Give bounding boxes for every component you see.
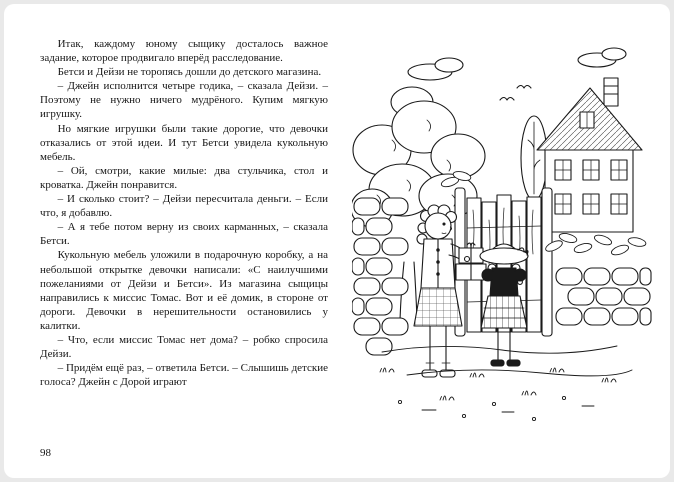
- paragraph: Итак, каждому юному сыщику досталось важное задание, которое продвигало вперёд расследование.: [40, 38, 328, 65]
- paragraph: – И сколько стоит? – Дейзи пересчитала деньги. – Если что, я добавлю.: [40, 193, 328, 220]
- book-illustration: [352, 30, 652, 450]
- book-page: [4, 4, 670, 478]
- ground: [380, 346, 632, 421]
- paragraph: Но мягкие игрушки были такие дорогие, что девочки отказались от этой идеи. И тут Бетси увидела кукольную мебель.: [40, 122, 328, 163]
- paragraph: – Придём ещё раз, – ответила Бетси. – Слышишь детские голоса? Джейн с Дорой играют: [40, 362, 328, 389]
- paragraph: – Что, если миссис Томас нет дома? – робко спросила Дейзи.: [40, 333, 328, 361]
- paragraph: – Ой, смотри, какие милые: два стульчика, стол и кроватка. Джейн понравится.: [40, 164, 328, 191]
- page-number: 98: [40, 447, 51, 459]
- house: [537, 78, 642, 232]
- paragraph: – Джейн исполнится четыре годика, – сказала Дейзи. – Поэтому не нужно ничего мудрёного. Купим мягкую игрушку.: [40, 80, 328, 121]
- paragraph: Кукольную мебель уложили в подарочную коробку, а на небольшой открытке девочки написали: «С наилучшими пожеланиями от Дейзи и Бетси». Из магазина сыщицы направились к миссис Томас. Вот и её домик, в стороне от дороги. Девочки в нерешительности остановились у калитки.: [40, 249, 328, 332]
- text-column: [40, 37, 328, 389]
- paragraph: Бетси и Дейзи не торопясь дошли до детского магазина.: [57, 66, 322, 79]
- paragraph: – А я тебе потом верну из своих карманных, – сказала Бетси.: [40, 221, 328, 248]
